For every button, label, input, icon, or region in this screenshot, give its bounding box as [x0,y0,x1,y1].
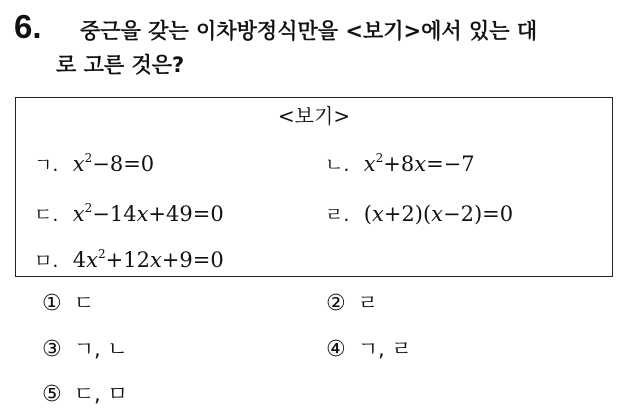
example-item-digeut [34,200,224,227]
choice-number: ④ [326,337,346,362]
choice-1[interactable] [42,287,94,317]
question-line-2: 로 고른 것은? [56,53,185,77]
choice-3[interactable] [42,333,128,363]
item-equation: (x+2)(x−2)=0 [363,202,514,226]
item-equation: $4x^2+12x+9=0$ [72,247,224,272]
example-item-rieul [325,200,513,227]
choice-2[interactable] [326,287,378,317]
example-item-nieun [325,150,475,177]
item-mark: ㅁ. [34,250,59,272]
choice-text: ㄱ, ㄴ [73,337,128,361]
item-equation: $x^2+8x=-7$ [363,151,475,176]
item-mark: ㄹ. [325,204,350,226]
example-item-giyeok [34,150,154,177]
question-text [56,14,628,82]
choice-number: ⑤ [42,382,62,407]
example-box [15,97,613,277]
choice-text: ㄷ, ㅁ [73,382,128,406]
item-mark: ㄴ. [325,154,350,176]
example-box-title: <보기> [277,104,351,128]
item-mark: ㄷ. [34,204,59,226]
item-equation: $x^2-14x+49=0$ [72,201,224,226]
choice-5[interactable] [42,378,128,408]
example-item-mieum [34,246,224,273]
item-equation: $x^2-8=0$ [72,151,155,176]
choice-text: ㄱ, ㄹ [357,337,412,361]
item-mark: ㄱ. [34,154,59,176]
question-number: 6. [14,8,42,45]
choice-text: ㄹ [357,291,379,315]
choice-number: ③ [42,337,62,362]
choice-number: ① [42,291,62,316]
choice-text: ㄷ [73,291,95,315]
choice-number: ② [326,291,346,316]
choice-4[interactable] [326,333,412,363]
question-line-1: 중근을 갖는 이차방정식만을 <보기>에서 있는 대 [80,19,538,43]
